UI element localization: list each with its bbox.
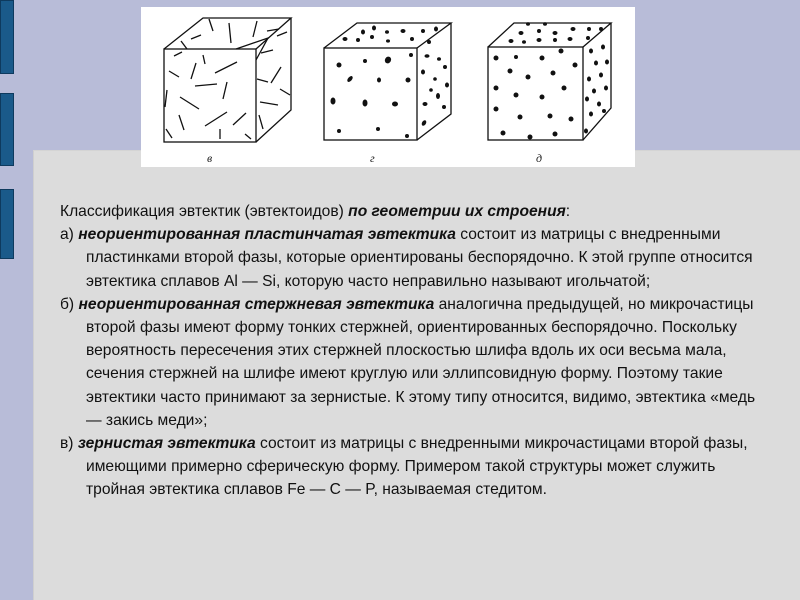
item-term: неориентированная стержневая эвтектика [78,295,435,313]
item-lamellar [60,223,760,293]
cube-grains [488,23,611,140]
intro-text: Классификация эвтектик (эвтектоидов) [60,203,349,220]
cubes-illustration [141,7,635,167]
side-bar-bottom [0,189,14,259]
figure-label-v: в [207,151,213,165]
item-term: зернистая эвтектика [77,435,256,453]
item-marker: а) [60,226,79,244]
side-bar-top [0,0,14,74]
intro-tail: : [565,203,571,220]
cube-plates [164,18,291,142]
intro-paragraph [60,200,760,223]
item-marker: б) [60,295,79,313]
item-term: неориентированная пластинчатая эвтектика [78,226,456,244]
intro-emphasis: по геометрии их строения [348,203,566,220]
item-body: состоит из матрицы с внедренными микрочастицами второй фазы, имеющими примерно сферическую форму. Примером такой структуры может служить тройная эвтектика сплавов Fe — C — P, называемая стедитом. [86,435,748,499]
eutectic-structure-figure [141,7,635,167]
figure-label-g: г [370,151,375,165]
item-rod [60,293,760,432]
item-body: состоит из матрицы с внедренными пластинками второй фазы, которые ориентированы беспорядочно. К этой группе относится эвтектика сплавов Al — Si, которую часто неправильно называют игольчатой; [86,226,753,290]
figure-label-d: д [536,151,543,165]
item-body: аналогична предыдущей, но микрочастицы второй фазы имеют форму тонких стержней, ориентированных беспорядочно. Поскольку вероятность пересечения этих стержней плоскостью шлифа вдоль их оси весьма мала, сечения стержней на шлифе имеют круглую или эллипсовидную форму. Поэтому такие эвтектики часто принимают за зернистые. К этому типу относится, видимо, эвтектика «медь — закись меди»; [86,295,756,429]
side-bar-middle [0,93,14,166]
item-granular [60,432,760,502]
item-marker: в) [60,435,78,453]
classification-text [60,200,760,502]
